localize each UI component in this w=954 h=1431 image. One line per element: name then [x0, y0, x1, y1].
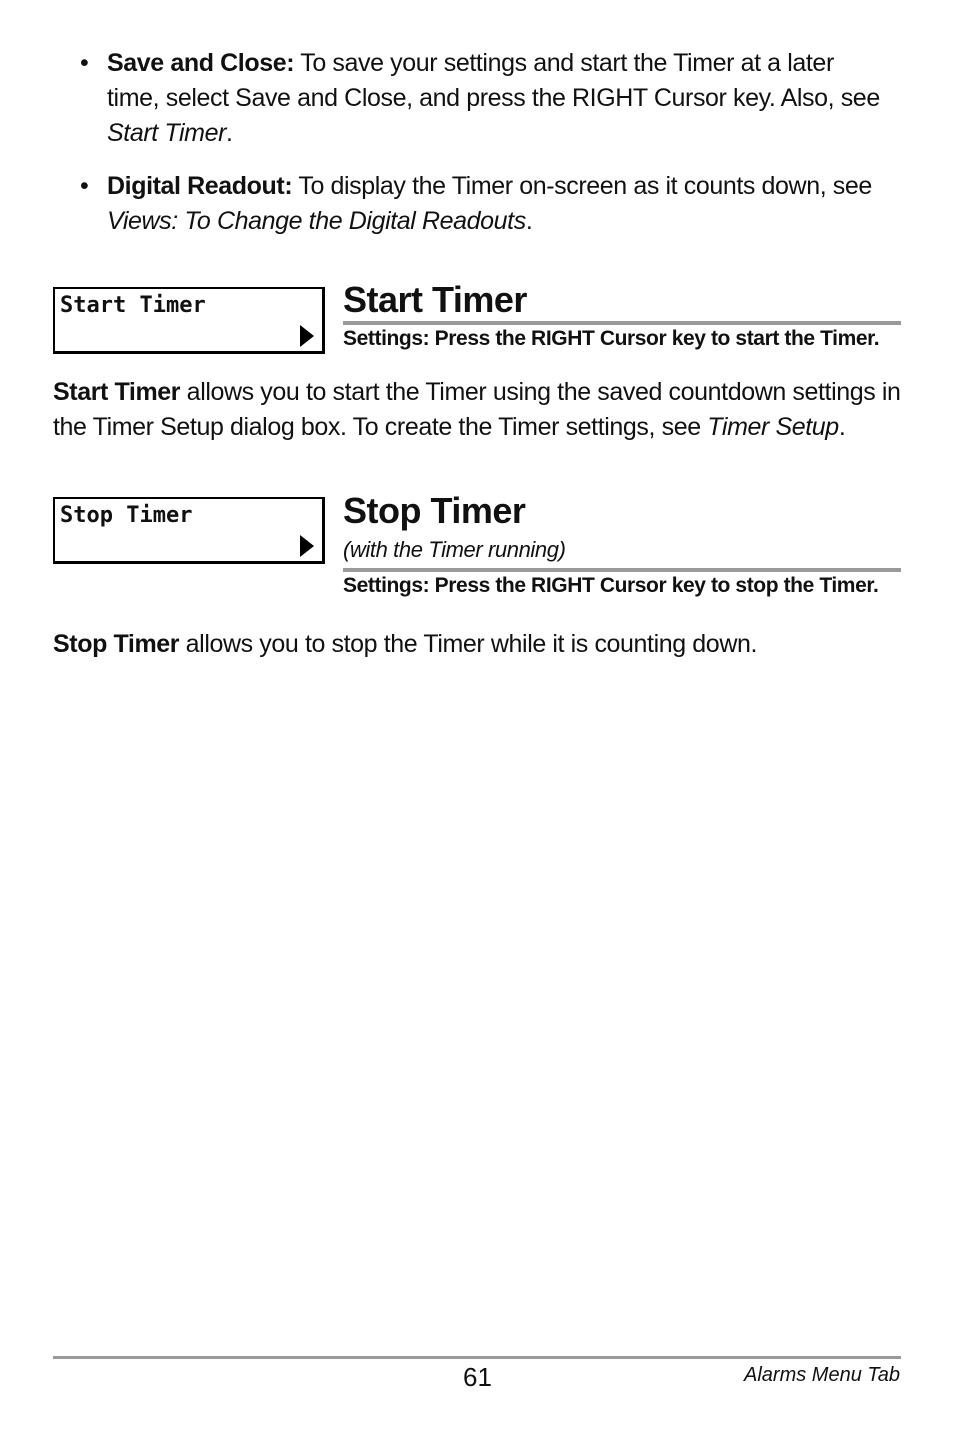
bullet-text	[107, 169, 880, 239]
stop-timer-description	[53, 627, 903, 662]
start-timer-menu-item[interactable]	[53, 287, 325, 354]
menu-item-label: Start Timer	[60, 293, 206, 318]
heading-rule	[343, 321, 901, 325]
cross-reference-link[interactable]: Start Timer	[107, 119, 227, 147]
right-arrow-icon	[300, 325, 314, 347]
bullet-body: To save your settings and start the Timer at a later time, select Save and Close, and press the RIGHT Cursor key. Also, see	[107, 49, 880, 112]
para-body: allows you to stop the Timer while it is counting down.	[179, 630, 758, 658]
start-timer-description	[53, 375, 903, 445]
bullet-text	[107, 46, 880, 151]
section-heading-start-timer: Start Timer	[343, 279, 527, 320]
section-subtitle: (with the Timer running)	[343, 537, 566, 562]
heading-rule	[343, 568, 901, 572]
footer-rule	[53, 1356, 901, 1359]
bullet-body: To display the Timer on-screen as it counts down, see	[292, 172, 872, 200]
section-heading-stop-timer: Stop Timer	[343, 490, 526, 531]
para-end: .	[838, 413, 846, 441]
para-body: allows you to start the Timer using the saved countdown settings in the Timer Setup dialog box. To create the Timer settings, see	[53, 378, 901, 441]
bullet-end: .	[525, 207, 533, 235]
menu-item-label: Stop Timer	[60, 503, 193, 528]
cross-reference-link[interactable]: Views: To Change the Digital Readouts	[107, 207, 526, 235]
settings-instruction: Settings: Press the RIGHT Cursor key to start the Timer.	[343, 327, 880, 350]
page-number: 61	[463, 1362, 492, 1392]
para-term: Start Timer	[53, 378, 181, 406]
para-term: Stop Timer	[53, 630, 180, 658]
bullet-digital-readout	[80, 169, 880, 239]
right-arrow-icon	[300, 535, 314, 557]
bullet-dot: •	[80, 172, 89, 200]
section-name: Alarms Menu Tab	[744, 1364, 900, 1386]
bullet-end: .	[226, 119, 233, 147]
bullet-save-and-close	[80, 46, 880, 151]
settings-instruction: Settings: Press the RIGHT Cursor key to stop the Timer.	[343, 574, 879, 597]
cross-reference-link[interactable]: Timer Setup	[707, 413, 839, 441]
bullet-term: Digital Readout:	[107, 172, 293, 200]
bullet-term: Save and Close:	[107, 49, 295, 77]
bullet-dot: •	[80, 49, 89, 77]
stop-timer-menu-item[interactable]	[53, 497, 325, 564]
